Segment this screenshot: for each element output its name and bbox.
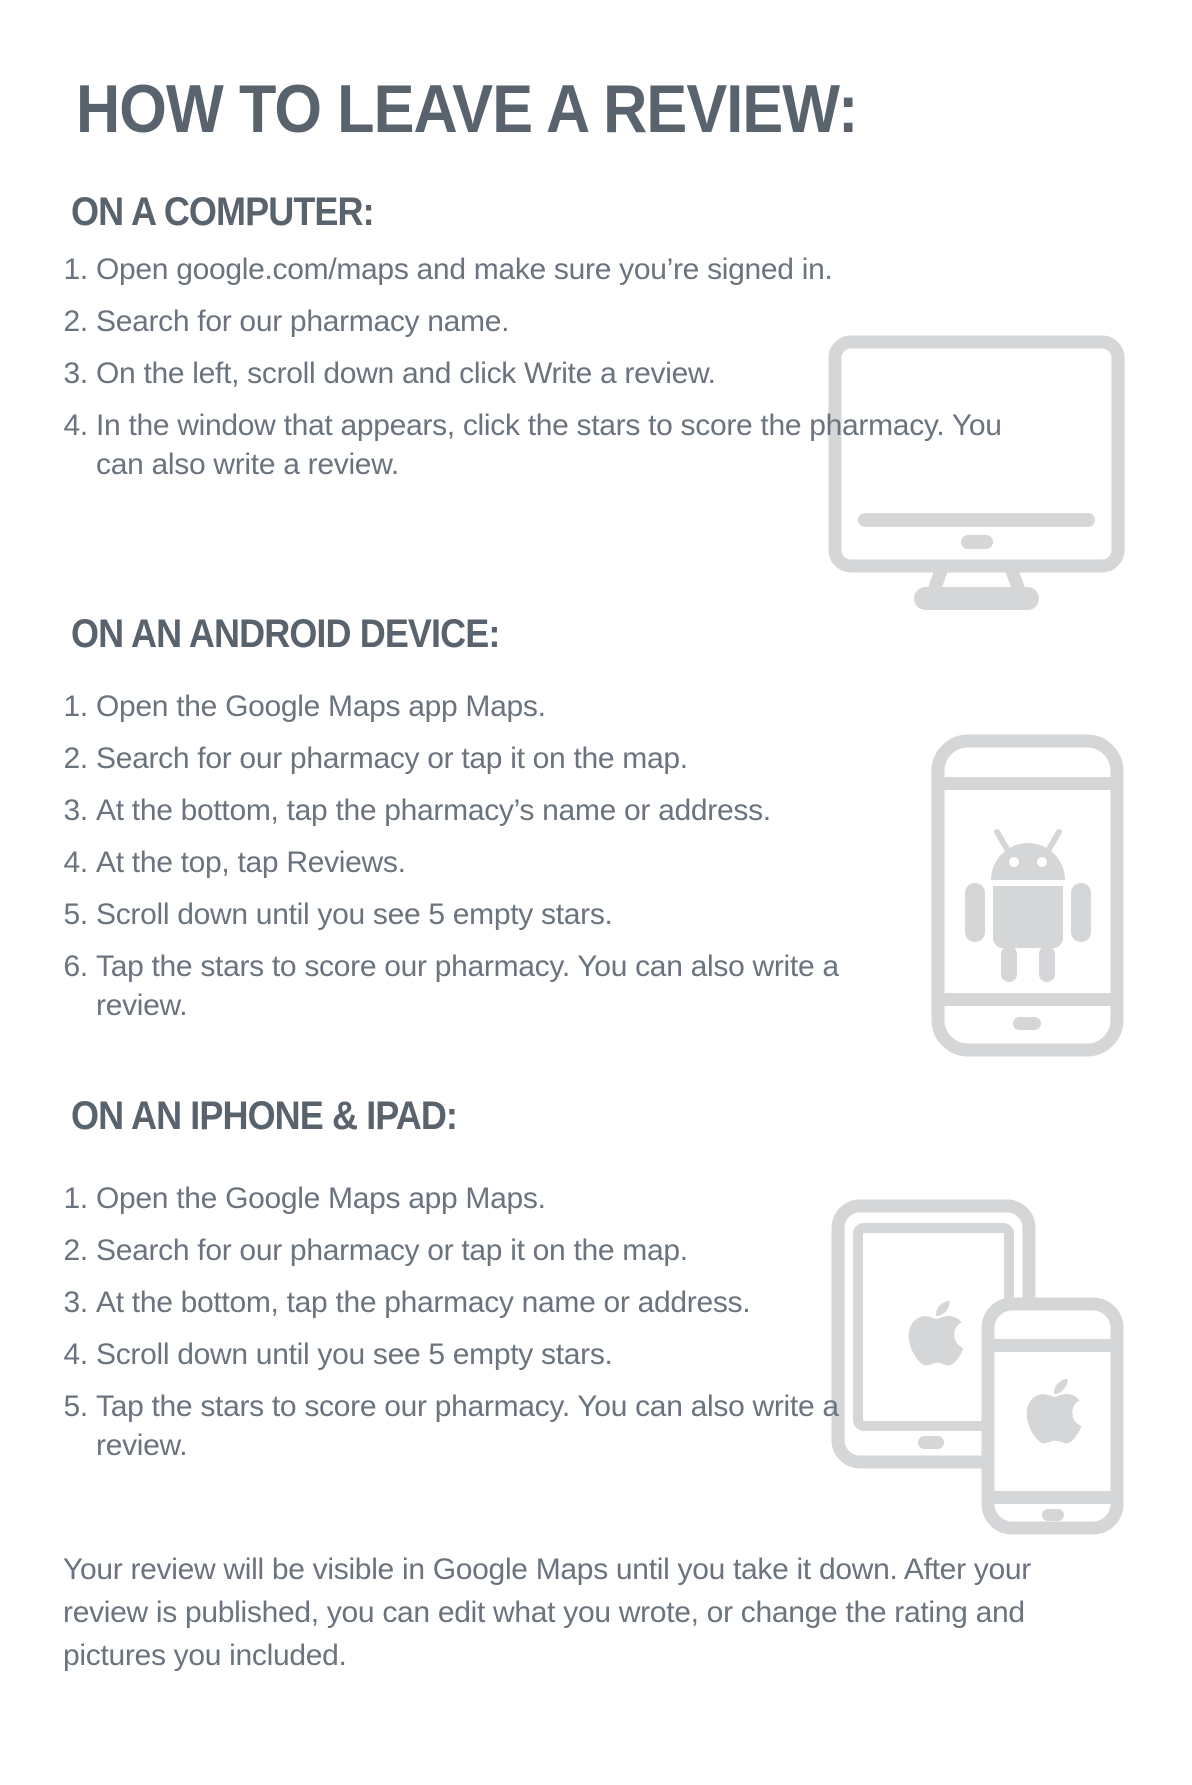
computer-steps-list [63,250,1029,484]
section-heading-iphone-ipad [71,1094,1192,1138]
section-android [63,612,1192,1025]
section-heading-computer [71,190,1192,234]
list-item: 4. Scroll down until you see 5 empty stars. [96,1335,909,1374]
list-item: 1. Open the Google Maps app Maps. [96,687,909,726]
list-item: 3. On the left, scroll down and click Write a review. [96,354,1029,393]
list-item: 1. Open the Google Maps app Maps. [96,1179,909,1218]
android-steps-list [63,687,909,1025]
list-item: 3. At the bottom, tap the pharmacy name or address. [96,1283,909,1322]
page-title-text: HOW TO LEAVE A REVIEW: [76,71,858,147]
list-item: 1. Open google.com/maps and make sure you’re signed in. [96,250,1029,289]
list-item: 2. Search for our pharmacy or tap it on the map. [96,739,909,778]
list-item: 2. Search for our pharmacy or tap it on the map. [96,1231,909,1270]
list-item: 4. In the window that appears, click the stars to score the pharmacy. You can also write a review. [96,406,1029,484]
list-item: 5. Scroll down until you see 5 empty stars. [96,895,909,934]
list-item: 5. Tap the stars to score our pharmacy. You can also write a review. [96,1387,909,1465]
section-iphone-ipad [63,1094,1192,1465]
iphone-ipad-steps-list [63,1179,909,1465]
section-heading-android [71,612,1192,656]
section-heading-text: ON AN IPHONE & IPAD: [71,1094,458,1138]
page-title [76,72,1192,147]
section-heading-text: ON AN ANDROID DEVICE: [71,612,500,656]
list-item: 2. Search for our pharmacy name. [96,302,1029,341]
section-heading-text: ON A COMPUTER: [71,190,374,234]
section-computer [63,190,1192,484]
list-item: 3. At the bottom, tap the pharmacy’s name or address. [96,791,909,830]
footer-note: Your review will be visible in Google Maps until you take it down. After your review is published, you can edit what you wrote, or change the rating and pictures you included. [63,1553,1031,1672]
list-item: 6. Tap the stars to score our pharmacy. You can also write a review. [96,947,909,1025]
list-item: 4. At the top, tap Reviews. [96,843,909,882]
content-column [0,72,1192,1677]
